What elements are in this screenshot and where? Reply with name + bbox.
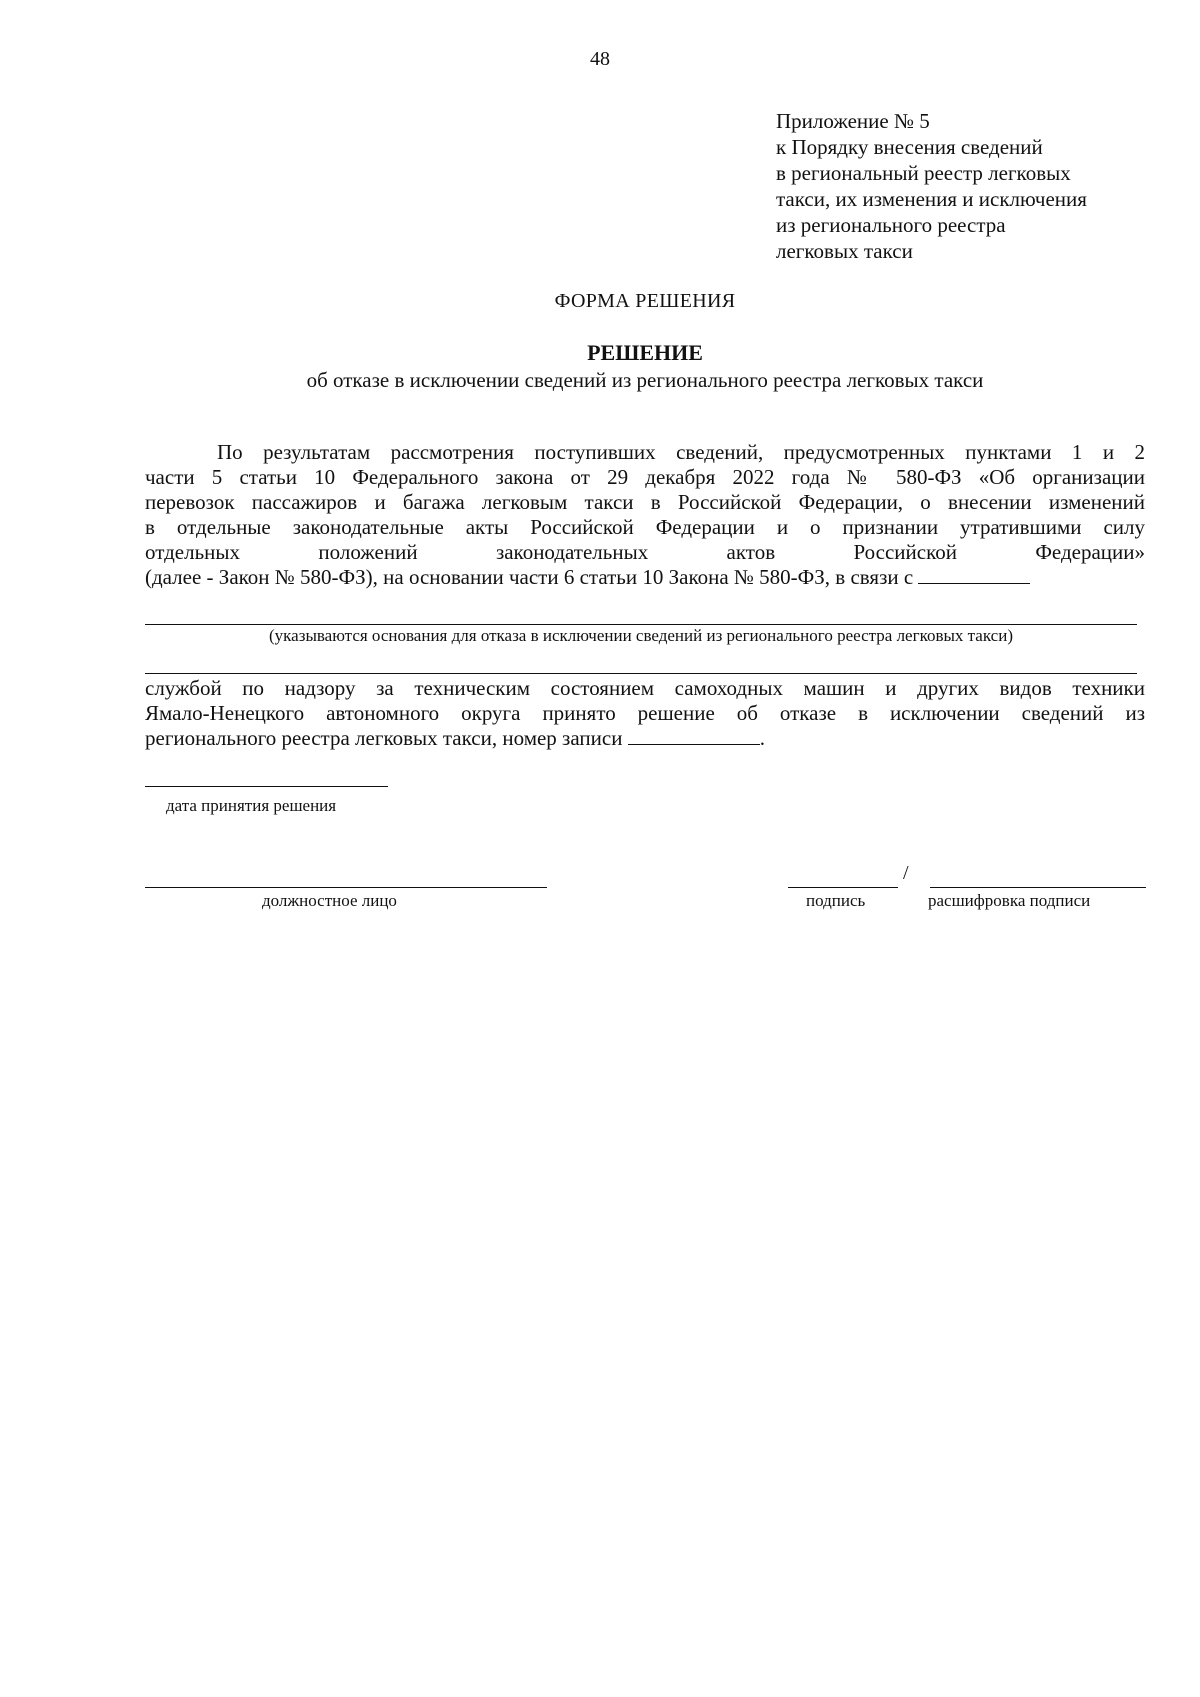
decision-subtitle: об отказе в исключении сведений из регионального реестра легковых такси: [306, 368, 984, 392]
appendix-line: из регионального реестра: [776, 213, 1006, 237]
decision-statement-paragraph: [145, 676, 1145, 751]
signature-caption: подпись: [806, 891, 866, 910]
paragraph-line: в отдельные законодательные акты Российской Федерации и о признании утратившими силу: [145, 515, 1145, 539]
appendix-line: легковых такси: [776, 239, 913, 263]
sentence-end: .: [759, 726, 765, 750]
date-signature-line[interactable]: [145, 786, 388, 787]
appendix-line: в региональный реестр легковых: [776, 161, 1071, 185]
paragraph-last-line: [145, 726, 1145, 751]
record-number-field[interactable]: [628, 726, 760, 745]
paragraph-line-text: (далее - Закон № 580-ФЗ), на основании части 6 статьи 10 Закона № 580-ФЗ, в связи с: [145, 565, 914, 589]
page-number: 48: [590, 48, 610, 70]
appendix-line: Приложение № 5: [776, 109, 930, 133]
appendix-line: к Порядку внесения сведений: [776, 135, 1043, 159]
paragraph-line: Ямало-Ненецкого автономного округа принято решение об отказе в исключении сведений из: [145, 701, 1145, 725]
official-signature-line[interactable]: [145, 887, 547, 888]
signature-separator: /: [903, 862, 909, 884]
form-title: ФОРМА РЕШЕНИЯ: [554, 290, 736, 312]
reason-blank-field[interactable]: [918, 565, 1030, 584]
paragraph-line: службой по надзору за техническим состоянием самоходных машин и других видов техники: [145, 676, 1145, 700]
paragraph-last-line: [145, 565, 1145, 590]
reason-fill-line[interactable]: [145, 624, 1137, 625]
paragraph-line: отдельных положений законодательных актов Российской Федерации»: [145, 540, 1145, 564]
paragraph-line: перевозок пассажиров и багажа легковым такси в Российской Федерации, о внесении изменений: [145, 490, 1145, 514]
appendix-reference: [776, 108, 1087, 264]
official-caption: должностное лицо: [262, 891, 397, 910]
signature-decode-line[interactable]: [930, 887, 1146, 888]
decision-basis-paragraph: [145, 440, 1145, 590]
paragraph-line-text: регионального реестра легковых такси, номер записи: [145, 726, 623, 750]
appendix-line: такси, их изменения и исключения: [776, 187, 1087, 211]
signature-line[interactable]: [788, 887, 898, 888]
signature-decode-caption: расшифровка подписи: [928, 891, 1091, 910]
paragraph-line: части 5 статьи 10 Федерального закона от 29 декабря 2022 года № 580-ФЗ «Об организации: [145, 465, 1145, 489]
date-caption: дата принятия решения: [166, 796, 337, 815]
decision-title: РЕШЕНИЕ: [587, 340, 703, 365]
reason-hint: (указываются основания для отказа в исключении сведений из регионального реестра легковых такси): [269, 626, 1013, 645]
paragraph-line: По результатам рассмотрения поступивших сведений, предусмотренных пунктами 1 и 2: [217, 440, 1145, 464]
reason-fill-line-2[interactable]: [145, 673, 1137, 674]
